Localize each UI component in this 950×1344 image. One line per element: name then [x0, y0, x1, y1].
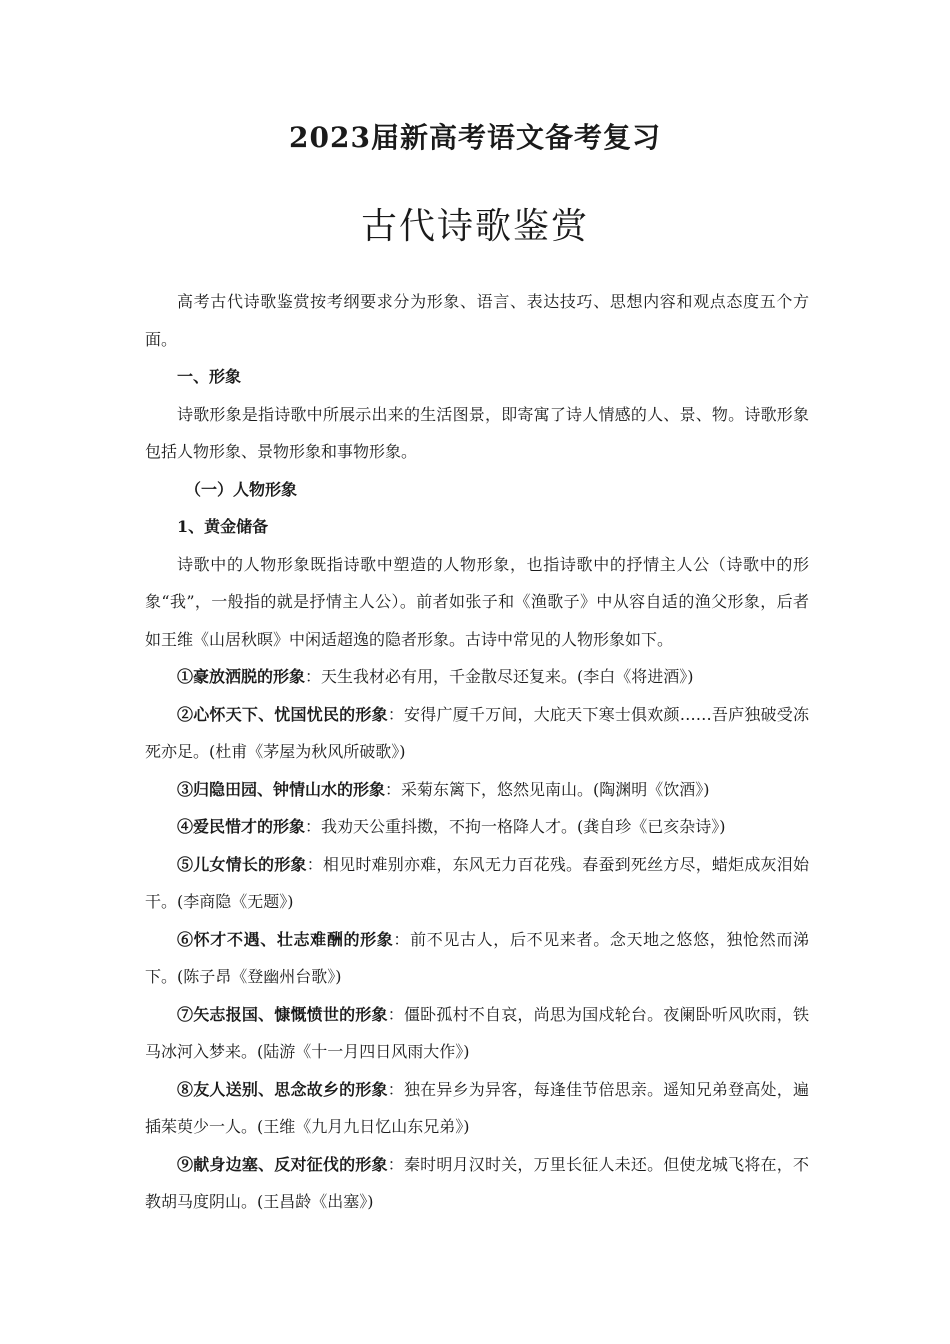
list-item [145, 1071, 809, 1146]
item-label: ③归隐田园、钟情山水的形象 [177, 779, 386, 799]
list-item [145, 846, 809, 921]
list-item [145, 996, 809, 1071]
item-text: ：独在异乡为异客，每逢佳节倍思亲。遥知兄弟登高处，遍插茱萸少一人。(王维《九月九日忆山东兄弟》) [145, 1079, 809, 1136]
item-label: ⑤儿女情长的形象 [177, 854, 307, 874]
intro-paragraph: 高考古代诗歌鉴赏按考纲要求分为形象、语言、表达技巧、思想内容和观点态度五个方面。 [145, 292, 809, 349]
item-label: ④爱民惜才的形象 [177, 817, 306, 836]
list-item [145, 658, 809, 696]
item-text: ：秦时明月汉时关，万里长征人未还。但使龙城飞将在，不教胡马度阴山。(王昌龄《出塞》) [145, 1154, 809, 1211]
item-label: ②心怀天下、忧国忧民的形象 [177, 704, 388, 724]
item-text: ：僵卧孤村不自哀，尚思为国戍轮台。夜阑卧听风吹雨，铁马冰河入梦来。(陆游《十一月四日风雨大作》) [145, 1004, 809, 1061]
item-label: ⑧友人送别、思念故乡的形象 [177, 1079, 388, 1099]
document-title: 2023届新高考语文备考复习 [289, 121, 661, 154]
list-item [145, 696, 809, 771]
list-item [145, 771, 809, 809]
item-label: ①豪放洒脱的形象 [177, 667, 306, 686]
item-text: ：相见时难别亦难，东风无力百花残。春蚕到死丝方尽，蜡炬成灰泪始干。(李商隐《无题》) [145, 854, 809, 911]
section-paragraph-image: 诗歌形象是指诗歌中所展示出来的生活图景，即寄寓了诗人情感的人、景、物。诗歌形象包括人物形象、景物形象和事物形象。 [145, 404, 809, 461]
subsection-heading-character: （一）人物形象 [185, 479, 298, 499]
list-item [145, 1146, 809, 1221]
list-item [145, 808, 809, 846]
item-text: ：前不见古人，后不见来者。念天地之悠悠，独怆然而涕下。(陈子昂《登幽州台歌》) [145, 929, 809, 986]
item-label: ⑥怀才不遇、壮志难酬的形象 [177, 929, 394, 949]
item-label: ⑨献身边塞、反对征伐的形象 [177, 1154, 388, 1174]
document-body [145, 283, 809, 1221]
item-text: ：天生我材必有用，千金散尽还复来。(李白《将进酒》) [305, 667, 694, 686]
item-label: ⑦矢志报国、慷慨愤世的形象 [177, 1004, 388, 1024]
item-text: ：安得广厦千万间，大庇天下寒士俱欢颜……吾庐独破受冻死亦足。(杜甫《茅屋为秋风所破歌》) [145, 704, 809, 761]
section-heading-image: 一、形象 [177, 367, 242, 386]
item-text: ：我劝天公重抖擞，不拘一格降人才。(龚自珍《已亥杂诗》) [305, 817, 726, 836]
subsection-heading-reserve: 1、黄金储备 [177, 517, 269, 536]
list-item [145, 921, 809, 996]
item-text: ：采菊东篱下，悠然见南山。(陶渊明《饮酒》) [385, 779, 710, 799]
document-subtitle: 古代诗歌鉴赏 [360, 206, 589, 247]
reserve-paragraph: 诗歌中的人物形象既指诗歌中塑造的人物形象，也指诗歌中的抒情主人公（诗歌中的形象“我”，一般指的就是抒情主人公）。前者如张子和《渔歌子》中从容自适的渔父形象，后者如王维《山居秋暝》中闲适超逸的隐者形象。古诗中常见的人物形象如下。 [145, 554, 809, 649]
